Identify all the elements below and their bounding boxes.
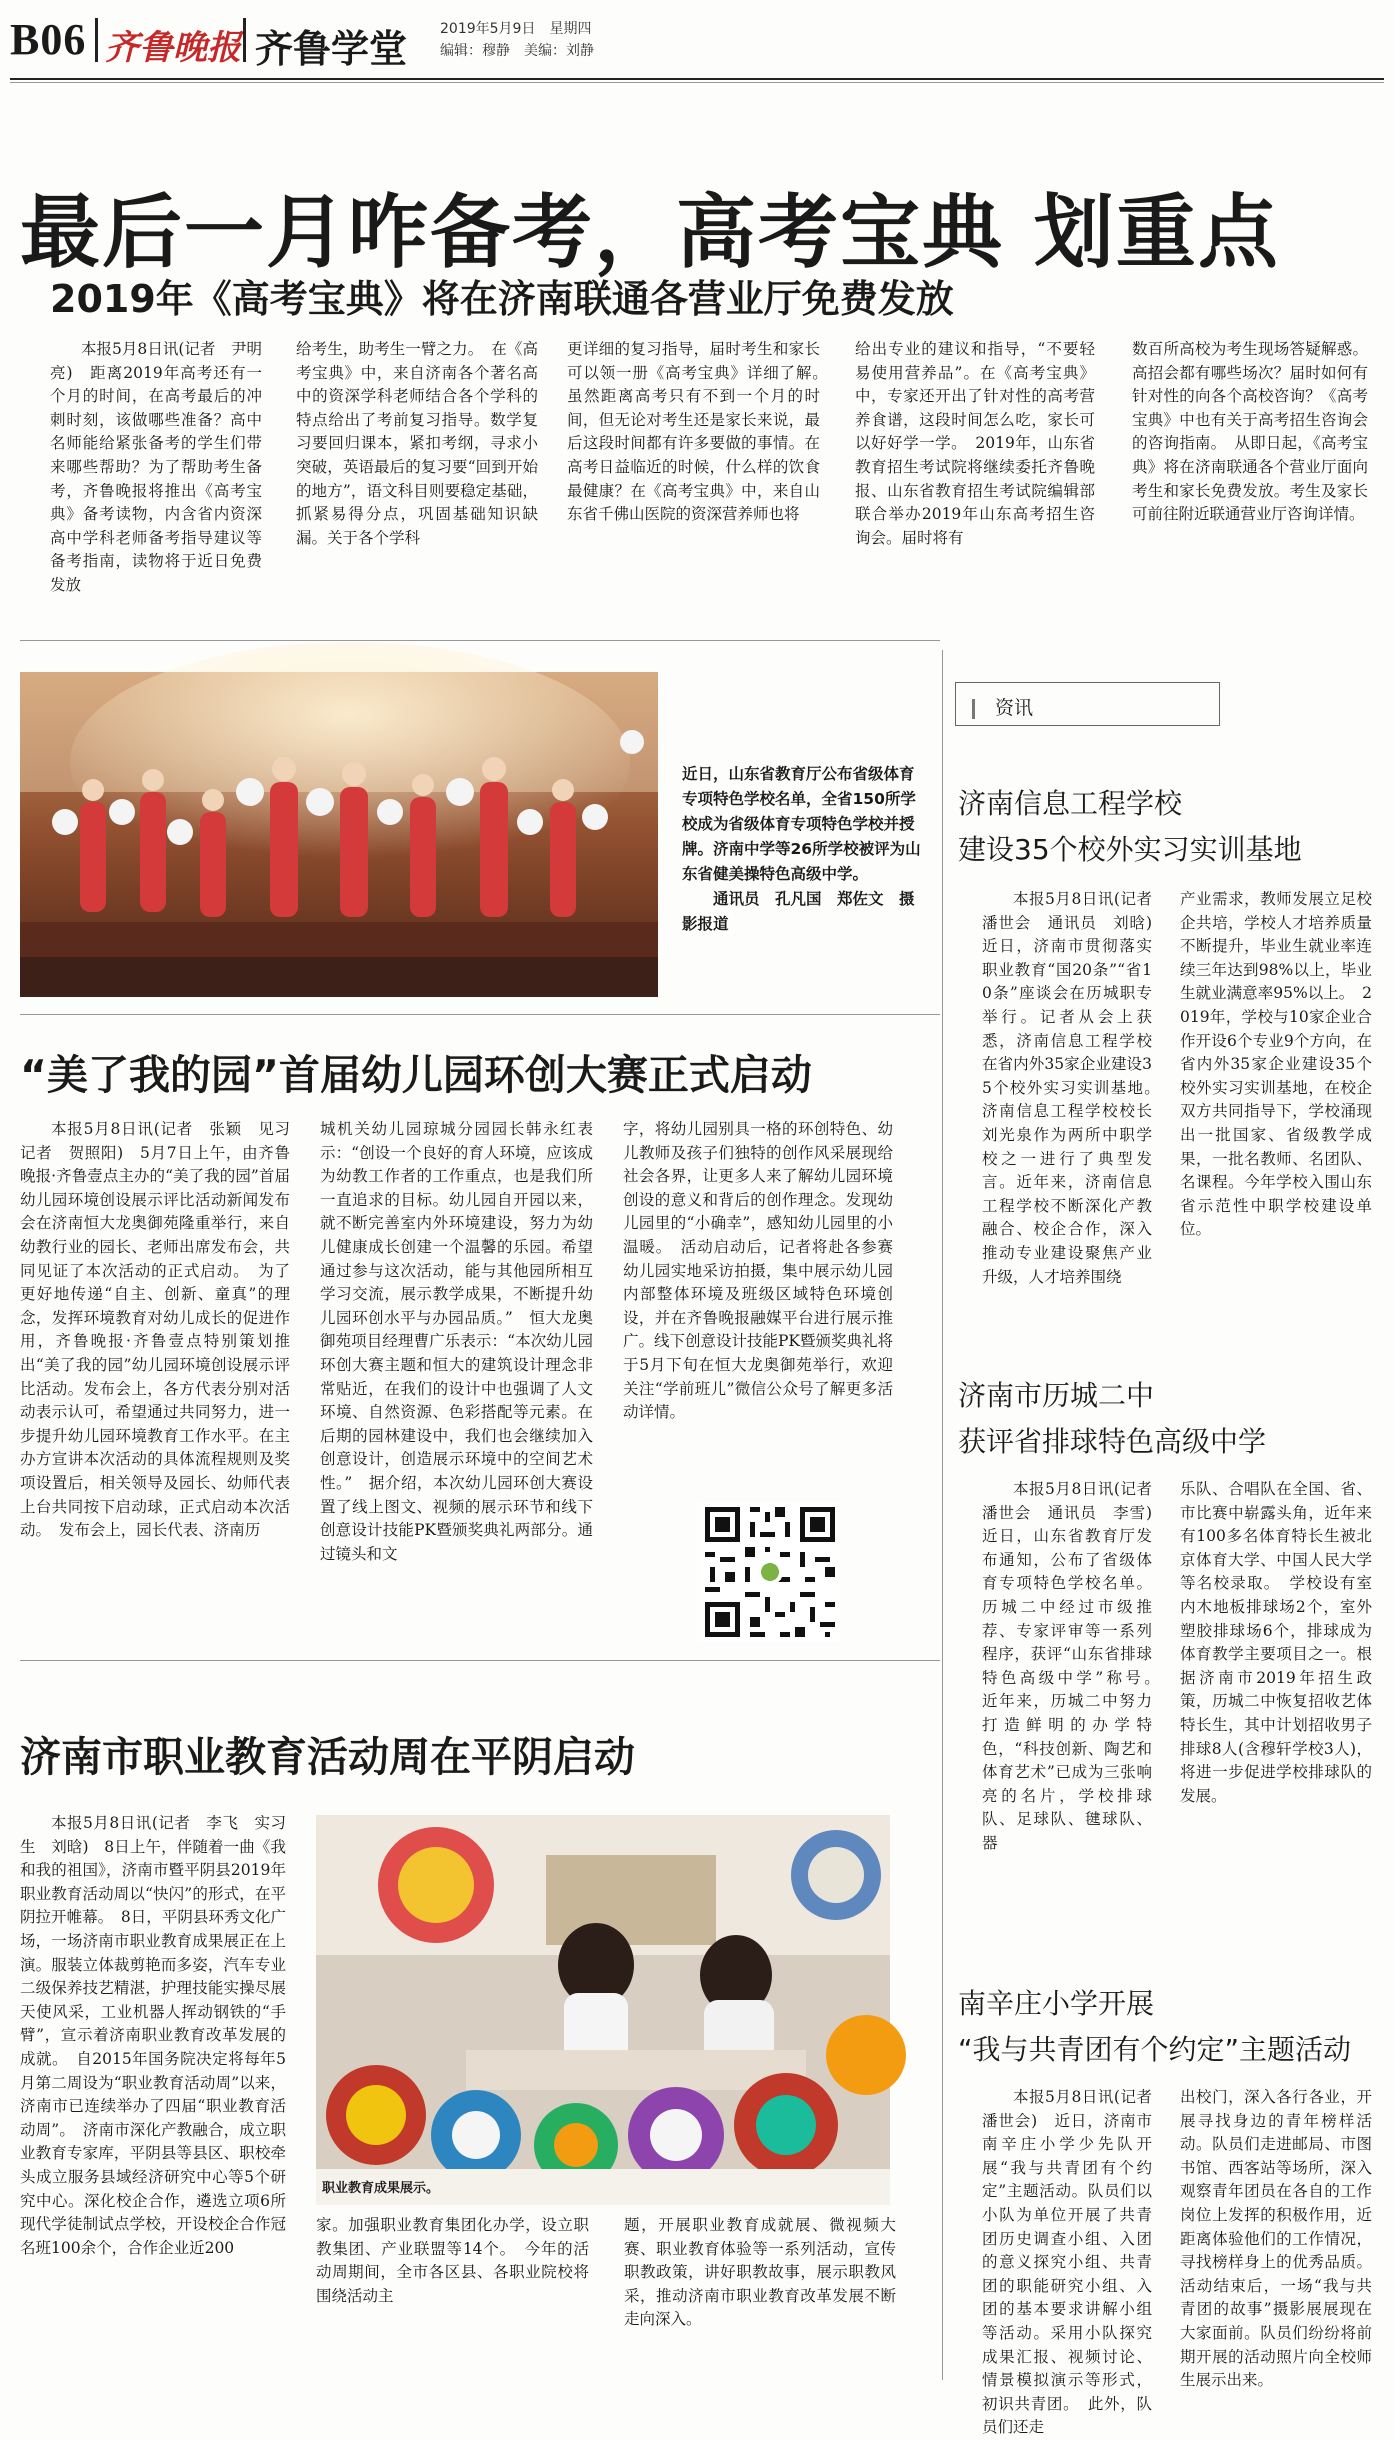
info-marker (972, 699, 985, 719)
qr-code-icon[interactable] (700, 1502, 840, 1642)
sidebar-story1-col-a: 本报5月8日讯(记者 潘世会 通讯员 刘晗) 近日，济南市贯彻落实职业教育“国20条”“省10条”座谈会在历城职专举行。记者从会上获悉，济南信息工程学校在省内外35家企业建设35个校外实习实训基地。 济南信息工程学校校长刘光泉作为两所中职学校之一进行了典型发言。近年来，济南信息工程学校不断深化产教融合、校企合作，深入推动专业建设聚焦产业升级，人才培养围绕 (982, 890, 1168, 1286)
caption-text: 近日，山东省教育厅公布省级体育专项特色学校名单，全省150所学校成为省级体育专项特色学校并授牌。济南中学等26所学校被评为山东省健美操特色高级中学。 (682, 765, 921, 883)
lead-column-1: 本报5月8日讯(记者 尹明亮) 距离2019年高考还有一个月的时间，在高考最后的冲刺时刻，该做哪些准备？高中名师能给紧张备考的学生们带来哪些帮助？为了帮助考生备考，齐鲁晚报将推出《高考宝典》备考读物，内含省内资深高中学科老师备考指导建议等备考指南，读物将于近日免费发放 (50, 340, 262, 594)
sidebar-story1-title-1: 济南信息工程学校 (958, 787, 1183, 820)
sidebar-story3-title-1: 南辛庄小学开展 (958, 1987, 1155, 2020)
masthead-rule-thin (10, 82, 1384, 83)
lead-column-3: 更详细的复习指导，届时考生和家长可以领一册《高考宝典》详细了解。 虽然距离高考只有不到一个月的时间，但无论对考生还是家长来说，最后这段时间都有许多要做的事情。在高考日益临近的时候，什么样的饮食最健康？在《高考宝典》中，来自山东省千佛山医院的资深营养师也将 (567, 340, 836, 524)
sidebar-story2-title-2: 获评省排球特色高级中学 (958, 1425, 1267, 1458)
lead-column-4: 给出专业的建议和指导，“不要轻易使用营养品”。在《高考宝典》中，专家还开出了针对性的高考营养食谱，这段时间怎么吃，家长可以好好学一学。 2019年，山东省教育招生考试院将继续委托齐鲁晚报、山东省教育招生考试院编辑部联合举办2019年山东高考招生咨询会。届时将有 (855, 340, 1095, 547)
info-label: 资讯 (995, 697, 1034, 719)
sidebar-story2-col-b: 乐队、合唱队在全国、省、市比赛中崭露头角，近年来有100多名体育特长生被北京体育大学、中国人民大学等名校录取。 学校设有室内木地板排球场2个，室外塑胶排球场6个，排球成为体育教学主要项目之一。根据济南市2019年招生政策，历城二中恢复招收艺体特长生，其中计划招收男子排球8人(含穆轩学校3人)，将进一步促进学校排球队的发展。 (1180, 1480, 1372, 1805)
masthead-rule (10, 78, 1384, 80)
masthead-divider (95, 18, 98, 62)
lead-column-2: 给考生，助考生一臂之力。 在《高考宝典》中，来自济南各个著名高中的资深学科老师结合各个学科的特点给出了考前复习指导。数学复习要回归课本，紧扣考纲，寻求小突破，英语最后的复习要“回到开始的地方”，语文科目则要稳定基础，抓紧易得分点，巩固基础知识缺漏。关于各个学科 (296, 340, 538, 547)
section-name: 齐鲁学堂 (255, 27, 408, 71)
vocational-column-2: 家。加强职业教育集团化办学，设立职教集团、产业联盟等14个。 今年的活动周期间，全市各区县、各职业院校将围绕活动主 (316, 2216, 589, 2305)
cheer-photo-caption (682, 762, 922, 937)
editors-credit: 编辑：穆静 美编：刘静 (440, 43, 594, 59)
paper-logo: 齐鲁晚报 (105, 28, 241, 68)
photo1-bottom-rule (20, 1014, 940, 1015)
sidebar-story2-title-1: 济南市历城二中 (958, 1379, 1155, 1412)
cheer-team-photo (20, 672, 658, 997)
sidebar-story3-col-b: 出校门，深入各行各业，开展寻找身边的青年榜样活动。队员们走进邮局、市图书馆、西客站等场所，深入观察青年团员在各自的工作岗位上发挥的积极作用，近距离体验他们的工作情况，寻找榜样身上的优秀品质。活动结束后，一场“我与共青团的故事”摄影展展现在大家面前。队员们纷纷将前期开展的活动照片向全校师生展示出来。 (1180, 2088, 1372, 2390)
sidebar-story2-col-a: 本报5月8日讯(记者 潘世会 通讯员 李雪) 近日，山东省教育厅发布通知，公布了省级体育专项特色学校名单。历城二中经过市级推荐、专家评审等一系列程序，获评“山东省排球特色高级中学”称号。 近年来，历城二中努力打造鲜明的办学特色，“科技创新、陶艺和体育艺术”已成为三张响亮的名片，学校排球队、足球队、毽球队、器 (982, 1480, 1168, 1852)
vocational-headline: 济南市职业教育活动周在平阴启动 (20, 1733, 635, 1781)
kindergarten-column-1: 本报5月8日讯(记者 张颖 见习记者 贺照阳) 5月7日上午，由齐鲁晚报·齐鲁壹点主办的“美了我的园”首届幼儿园环境创设展示评比活动新闻发布会在济南恒大龙奥御苑隆重举行，来自幼教行业的园长、老师出席发布会，共同见证了本次活动的正式启动。 为了更好地传递“自主、创新、童真”的理念，发挥环境教育对幼儿成长的促进作用，齐鲁晚报·齐鲁壹点特别策划推出“美了我的园”幼儿园环境创设展示评比活动。发布会上，各方代表分别对活动表示认可，希望通过共同努力，进一步提升幼儿园环境教育工作水平。在主办方宣讲本次活动的具体流程规则及奖项设置后，相关领导及园长、幼师代表上台共同按下启动球，正式启动本次活动。 发布会上，园长代表、济南历 (20, 1120, 290, 1540)
kindergarten-bottom-rule (20, 1660, 940, 1661)
vocational-photo (316, 1815, 890, 2205)
vocational-column-3: 题，开展职业教育成就展、微视频大赛、职业教育体验等一系列活动，宣传职教政策，讲好职教故事，展示职教风采，推动济南市职业教育改革发展不断走向深入。 (624, 2216, 896, 2329)
page-number: B06 (10, 15, 87, 64)
issue-date: 2019年5月9日 星期四 (440, 21, 592, 37)
vocational-column-1: 本报5月8日讯(记者 李飞 实习生 刘晗) 8日上午，伴随着一曲《我和我的祖国》，济南市暨平阴县2019年职业教育活动周以“快闪”的形式，在平阴拉开帷幕。 8日，平阴县环秀文化广场，一场济南市职业教育成果展正在上演。服装立体裁剪艳而多姿，汽车专业二级保养技艺精湛，护理技能实操尽展天使风采，工业机器人挥动钢铁的“手臂”，宣示着济南职业教育改革发展的成就。 自2015年国务院决定将每年5月第二周设为“职业教育活动周”以来，济南市已连续举办了四届“职业教育活动周”。 济南市深化产教融合，成立职业教育专家库，平阴县等县区、职校牵头成立服务县域经济研究中心等5个研究中心。深化校企合作，遴选立项6所现代学徒制试点学校，开设校企合作冠名班100余个，合作企业近200 (20, 1814, 286, 2257)
vocational-photo-caption: 职业教育成果展示。 (322, 2181, 440, 2196)
lead-headline: 最后一月咋备考，高考宝典 划重点 (20, 186, 1280, 279)
masthead-divider (243, 18, 246, 62)
sidebar-divider (942, 650, 943, 2380)
lead-bottom-rule (20, 640, 940, 641)
sidebar-story3-title-2: “我与共青团有个约定”主题活动 (958, 2033, 1352, 2066)
kindergarten-column-2: 城机关幼儿园琼城分园园长韩永红表示：“创设一个良好的育人环境，应该成为幼教工作者的工作重点，也是我们所一直追求的目标。幼儿园自开园以来，就不断完善室内外环境建设，努力为幼儿健康成长创建一个温馨的乐园。希望通过参与这次活动，能与其他园所相互学习交流，展示教学成果，不断提升幼儿园环创水平与办园品质。” 恒大龙奥御苑项目经理曹广乐表示：“本次幼儿园环创大赛主题和恒大的建筑设计理念非常贴近，在我们的设计中也强调了人文环境、自然资源、色彩搭配等元素。在后期的园林建设中，我们也会继续加入创意设计，创造展示环境中的空间艺术性。” 据介绍，本次幼儿园环创大赛设置了线上图文、视频的展示环节和线下创意设计技能PK暨颁奖典礼两部分。通过镜头和文 (320, 1120, 593, 1563)
kindergarten-headline: “美了我的园”首届幼儿园环创大赛正式启动 (20, 1051, 812, 1099)
kindergarten-column-3: 字，将幼儿园别具一格的环创特色、幼儿教师及孩子们独特的创作风采展现给社会各界，让更多人来了解幼儿园环境创设的意义和背后的创作理念。发现幼儿园里的“小确幸”，感知幼儿园里的小温暖。 活动启动后，记者将赴各参赛幼儿园实地采访拍摄，集中展示幼儿园内部整体环境及班级区域特色环境创设，并在齐鲁晚报融媒平台进行展示推广。线下创意设计技能PK暨颁奖典礼将于5月下旬在恒大龙奥御苑举行，欢迎关注“学前班儿”微信公众号了解更多活动详情。 (623, 1120, 894, 1422)
sidebar-story3-col-a: 本报5月8日讯(记者 潘世会) 近日，济南市南辛庄小学少先队开展“我与共青团有个约定”主题活动。队员们以小队为单位开展了共青团历史调查小组、入团的意义探究小组、共青团的职能研究小组、入团的基本要求讲解小组等活动。采用小队探究成果汇报、视频讨论、情景模拟演示等形式，初识共青团。 此外，队员们还走 (982, 2088, 1168, 2437)
sidebar-story1-col-b: 产业需求，教师发展立足校企共培，学校人才培养质量不断提升，毕业生就业率连续三年达到98%以上，毕业生就业满意率95%以上。 2019年，学校与10家企业合作开设6个专业9个方向，在省内外35家企业建设35个校外实习实训基地，在校企双方共同指导下，学校涌现出一批国家、省级教学成果，一批名教师、名团队、名课程。今年学校入围山东省示范性中职学校建设单位。 (1180, 890, 1372, 1239)
info-label-box (955, 682, 1220, 726)
photo-credit: 通讯员 孔凡国 郑佐文 摄影报道 (682, 890, 915, 933)
lead-subhead: 2019年《高考宝典》将在济南联通各营业厅免费发放 (50, 277, 954, 321)
sidebar-story1-title-2: 建设35个校外实习实训基地 (958, 833, 1302, 866)
lead-column-5: 数百所高校为考生现场答疑解惑。高招会都有哪些场次？届时如何有针对性的向各个高校咨询？《高考宝典》中也有关于高考招生咨询会的咨询指南。 从即日起，《高考宝典》将在济南联通各个营业厅面向考生和家长免费发放。考生及家长可前往附近联通营业厅咨询详情。 (1132, 340, 1368, 524)
